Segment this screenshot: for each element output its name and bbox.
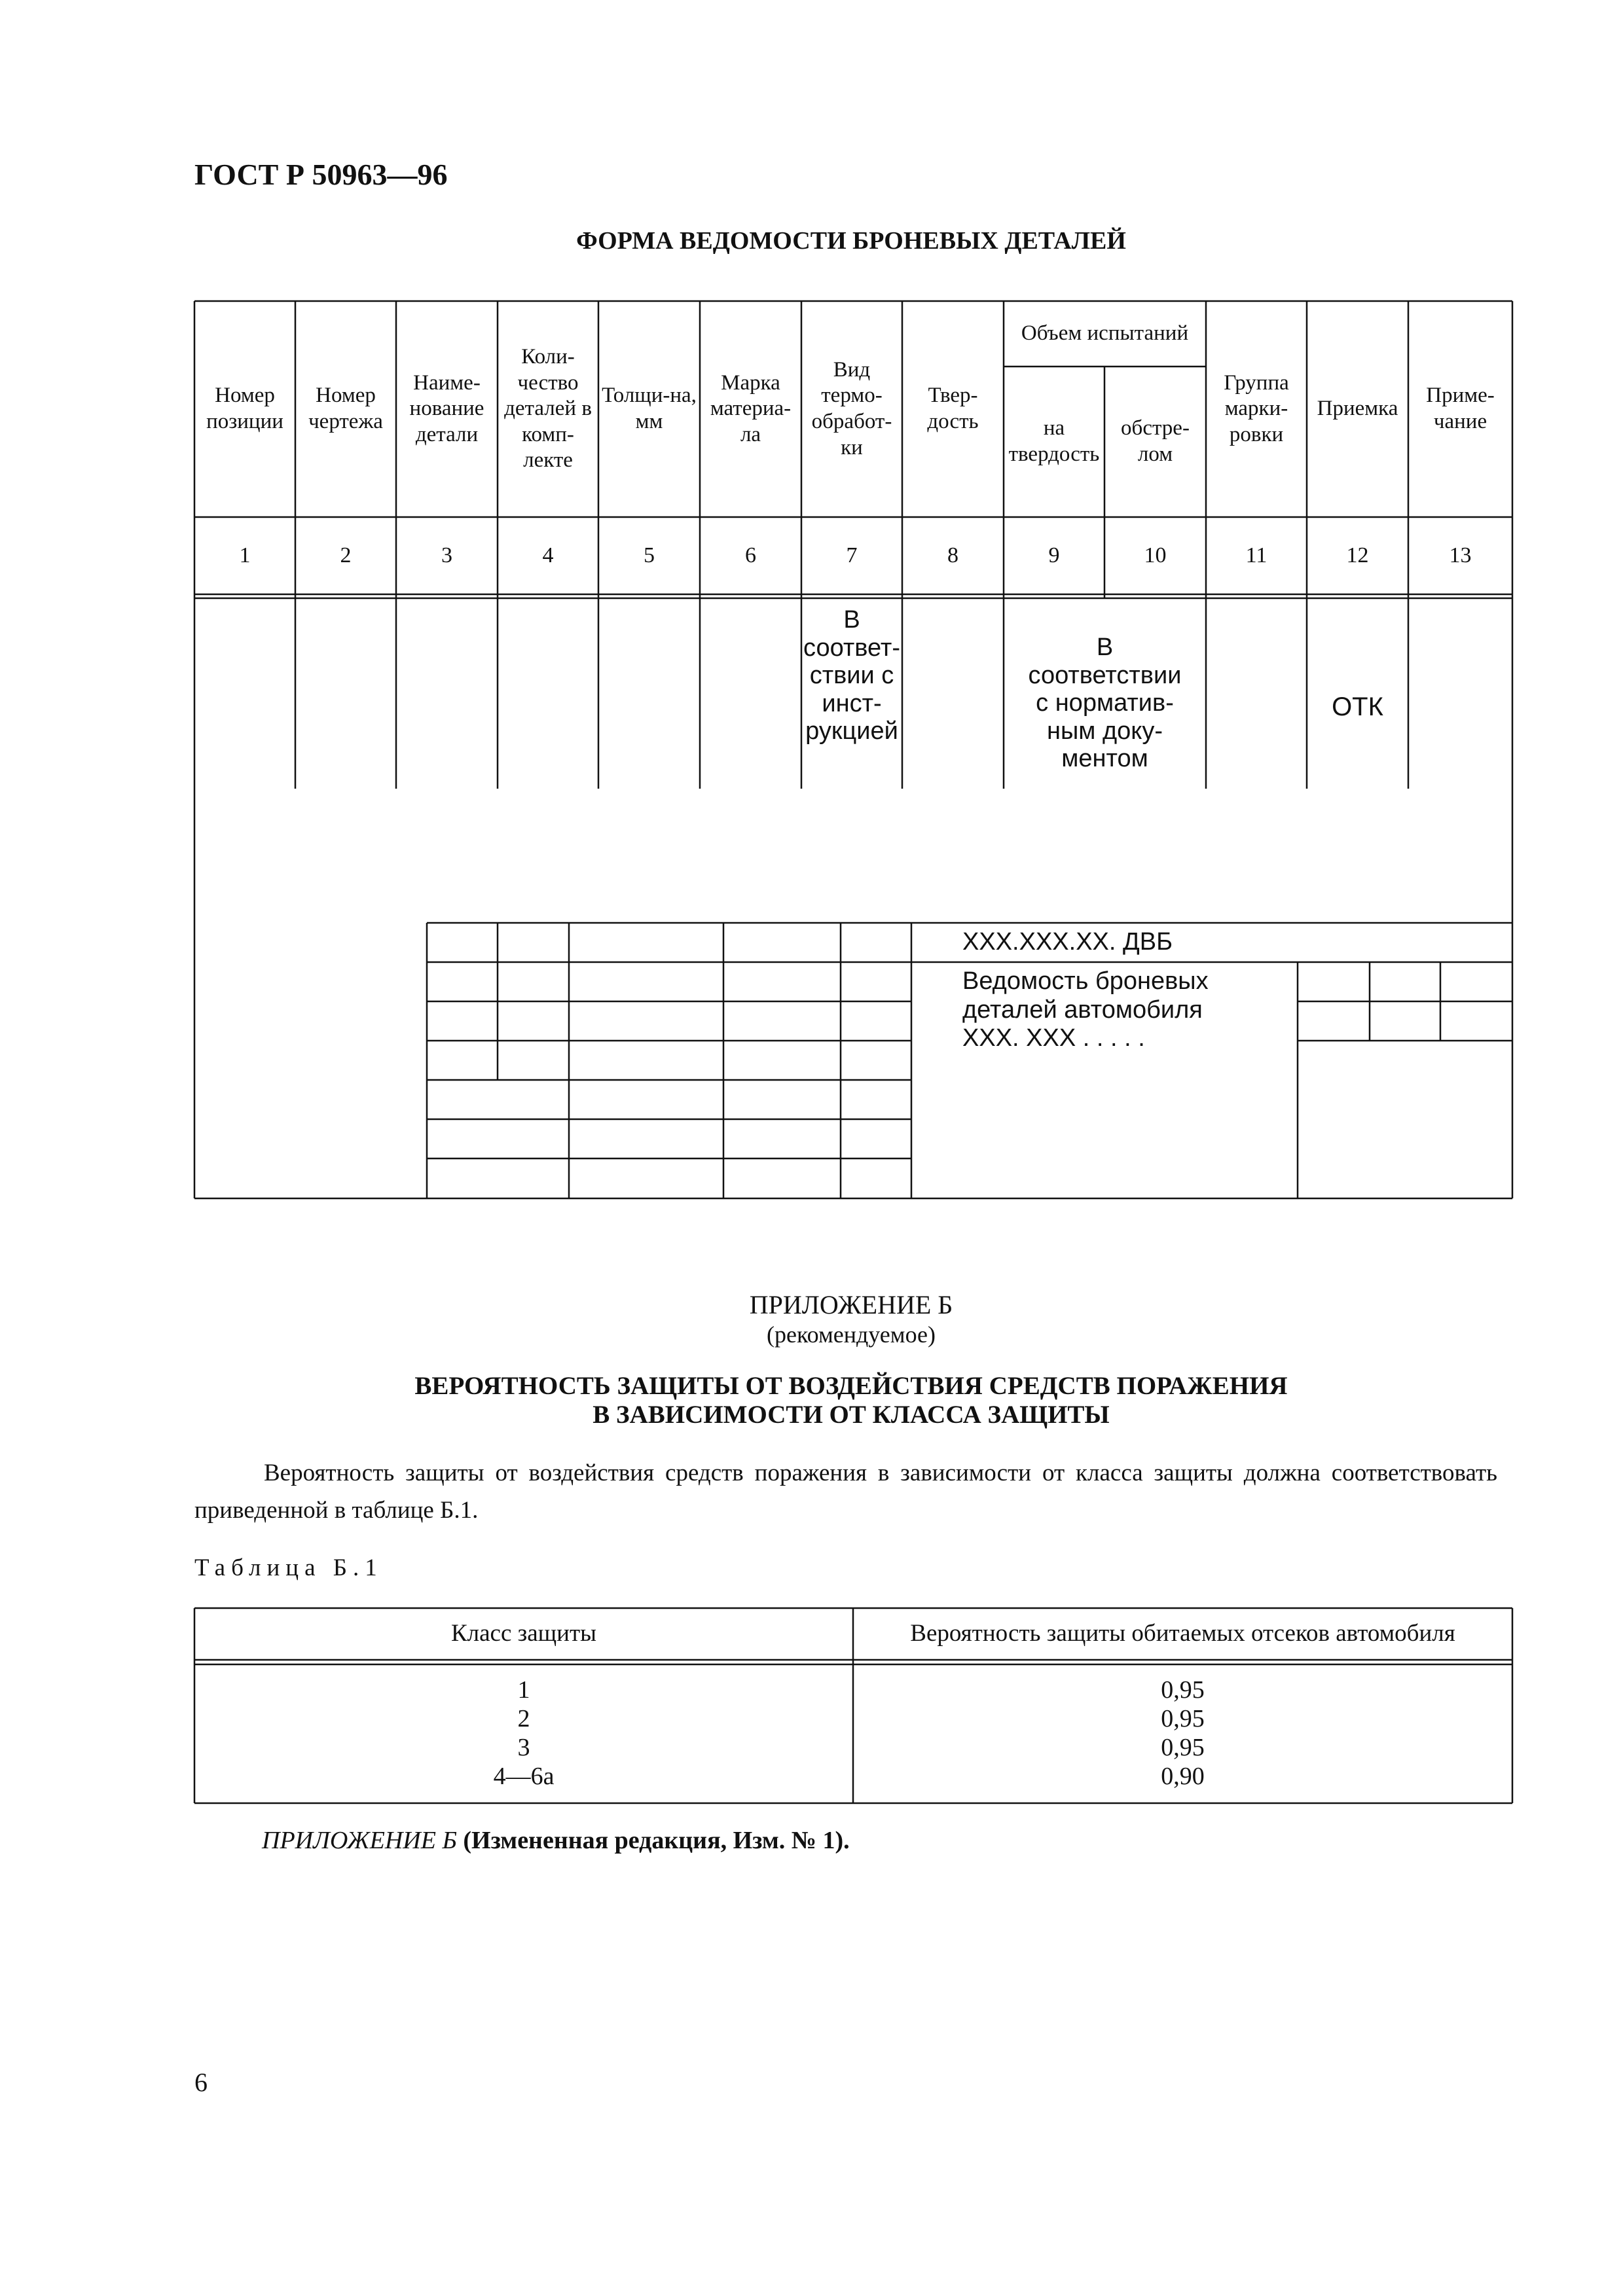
- column-number: 11: [1245, 543, 1267, 567]
- appendix-subtitle: (рекомендуемое): [767, 1321, 936, 1348]
- appendix-heading-line1: ВЕРОЯТНОСТЬ ЗАЩИТЫ ОТ ВОЗДЕЙСТВИЯ СРЕДСТВ ПОРАЖЕНИЯ: [414, 1372, 1288, 1400]
- table-cell: 3: [517, 1734, 530, 1761]
- column-header-note: Приме-чание: [1426, 384, 1495, 433]
- column-number: 10: [1144, 543, 1167, 567]
- column-header-heat-treatment: Вид термо-обработ-ки: [811, 357, 892, 459]
- column-number: 8: [947, 543, 958, 567]
- table-cell: 0,95: [1161, 1705, 1205, 1732]
- column-header-acceptance: Приемка: [1317, 397, 1398, 421]
- table-header-protection-probability: Вероятность защиты обитаемых отсеков автомобиля: [910, 1620, 1455, 1647]
- column-header-hardness: Твер-дость: [927, 384, 979, 433]
- table-cell: 0,90: [1161, 1763, 1205, 1790]
- column-header-drawing-number: Номер чертежа: [308, 384, 383, 433]
- column-header-marking-group: Группа марки-ровки: [1224, 370, 1289, 446]
- column-header-material-grade: Марка материа-ла: [710, 370, 792, 446]
- column-number: 13: [1449, 543, 1472, 567]
- revision-note-appendix: ПРИЛОЖЕНИЕ Б: [262, 1827, 457, 1854]
- page-number: 6: [194, 2068, 208, 2097]
- column-header-thickness: Толщи-на, мм: [602, 384, 697, 433]
- column-number: 5: [644, 543, 655, 567]
- column-header-quantity: Коли-чество деталей в комп-лекте: [504, 345, 592, 473]
- column-number: 9: [1048, 543, 1060, 567]
- table-cell: 0,95: [1161, 1676, 1205, 1704]
- stamp-document-name: Ведомость броневых деталей автомобиля XXX. XXX . . . . .: [962, 967, 1209, 1052]
- column-number: 1: [239, 543, 251, 567]
- column-number: 2: [340, 543, 352, 567]
- column-header-part-name: Наиме-нование детали: [409, 370, 484, 446]
- table-cell: 0,95: [1161, 1734, 1205, 1761]
- column-header-hardness-test: на твердость: [1008, 416, 1100, 466]
- heat-treatment-cell: В соответ-ствии с инст-рукцией: [803, 606, 900, 745]
- appendix-paragraph-text: Вероятность защиты от воздействия средств поражения в зависимости от класса защиты должна соответствовать приведенной в таблице Б.1.: [194, 1460, 1497, 1524]
- column-number: 7: [846, 543, 858, 567]
- document-number: ГОСТ Р 50963—96: [194, 158, 448, 191]
- table-cell: 1: [517, 1676, 530, 1704]
- column-header-position-number: Номер позиции: [206, 384, 283, 433]
- acceptance-cell: ОТК: [1332, 692, 1383, 721]
- appendix-title: ПРИЛОЖЕНИЕ Б: [749, 1290, 953, 1319]
- table-column-probability: [853, 1676, 1512, 1791]
- stamp-document-code: XXX.XXX.XX. ДВБ: [962, 928, 1173, 956]
- column-number: 4: [542, 543, 554, 567]
- appendix-heading-line2: В ЗАВИСИМОСТИ ОТ КЛАССА ЗАЩИТЫ: [593, 1401, 1110, 1429]
- form-title: ФОРМА ВЕДОМОСТИ БРОНЕВЫХ ДЕТАЛЕЙ: [576, 227, 1126, 255]
- table-header-protection-class: Класс защиты: [450, 1620, 597, 1647]
- revision-note: [262, 1826, 850, 1855]
- column-header-firing-test: обстре-лом: [1121, 416, 1190, 466]
- column-group-header-test-volume: Объем испытаний: [1021, 321, 1189, 346]
- table-cell: 4—6а: [493, 1763, 555, 1790]
- column-number: 6: [745, 543, 756, 567]
- table-caption: Таблица Б.1: [194, 1554, 383, 1581]
- tests-cell: В соответствии с норматив-ным доку-ментом: [1028, 634, 1182, 773]
- revision-note-text: (Измененная редакция, Изм. № 1).: [463, 1827, 850, 1854]
- column-number: 3: [441, 543, 452, 567]
- table-column-class: [194, 1676, 853, 1791]
- appendix-paragraph: [194, 1454, 1497, 1530]
- column-number: 12: [1346, 543, 1369, 567]
- table-cell: 2: [517, 1705, 530, 1732]
